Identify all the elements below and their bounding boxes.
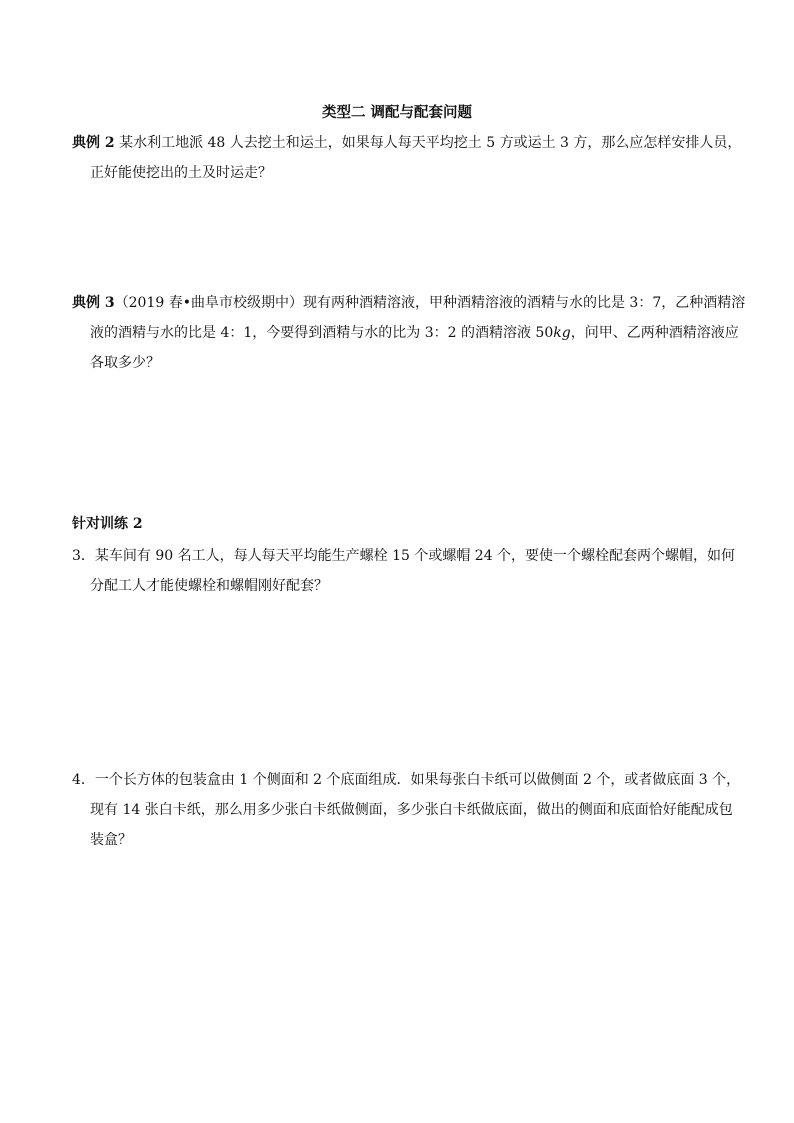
question-4 (72, 765, 741, 855)
example-2-label: 典例 2 (72, 135, 115, 151)
example-3-line-3: 各取多少？ (90, 355, 160, 371)
example-3-unit: kg (553, 325, 571, 341)
question-4-line-3: 装盒？ (90, 832, 132, 848)
example-3-text-2b: ，问甲、乙两种酒精溶液应 (570, 325, 739, 341)
example-3-line-1 (72, 288, 746, 318)
question-4-line-1: 4．一个长方体的包装盒由 1 个侧面和 2 个底面组成．如果每张白卡纸可以做侧面 2 个，或者做底面 3 个， (72, 772, 741, 788)
example-2-line-2: 正好能使挖出的土及时运走？ (90, 165, 272, 181)
question-4-line-2: 现有 14 张白卡纸，那么用多少张白卡纸做侧面，多少张白卡纸做底面，做出的侧面和底面恰好能配成包 (90, 802, 733, 818)
example-3-line-2 (72, 318, 739, 348)
question-3 (72, 541, 736, 601)
training-heading: 针对训练 2 (72, 516, 143, 532)
example-2 (72, 128, 742, 188)
example-3 (72, 288, 746, 378)
example-3-text-1: （2019 春•曲阜市校级期中）现有两种酒精溶液，甲种酒精溶液的酒精与水的比是 3：7，乙种酒精溶 (114, 295, 746, 311)
question-3-line-1: 3．某车间有 90 名工人，每人每天平均能生产螺栓 15 个或螺帽 24 个，要使一个螺栓配套两个螺帽，如何 (72, 548, 736, 564)
example-2-line-1 (72, 128, 742, 158)
example-2-text-1: 某水利工地派 48 人去挖土和运土，如果每人每天平均挖土 5 方或运土 3 方，那么应怎样安排人员， (114, 135, 742, 151)
page-title: 类型二 调配与配套问题 (321, 104, 473, 121)
example-3-label: 典例 3 (72, 295, 115, 311)
example-3-text-2a: 液的酒精与水的比是 4：1，今要得到酒精与水的比为 3：2 的酒精溶液 50 (90, 325, 554, 341)
question-3-line-2: 分配工人才能使螺栓和螺帽刚好配套？ (90, 578, 328, 594)
